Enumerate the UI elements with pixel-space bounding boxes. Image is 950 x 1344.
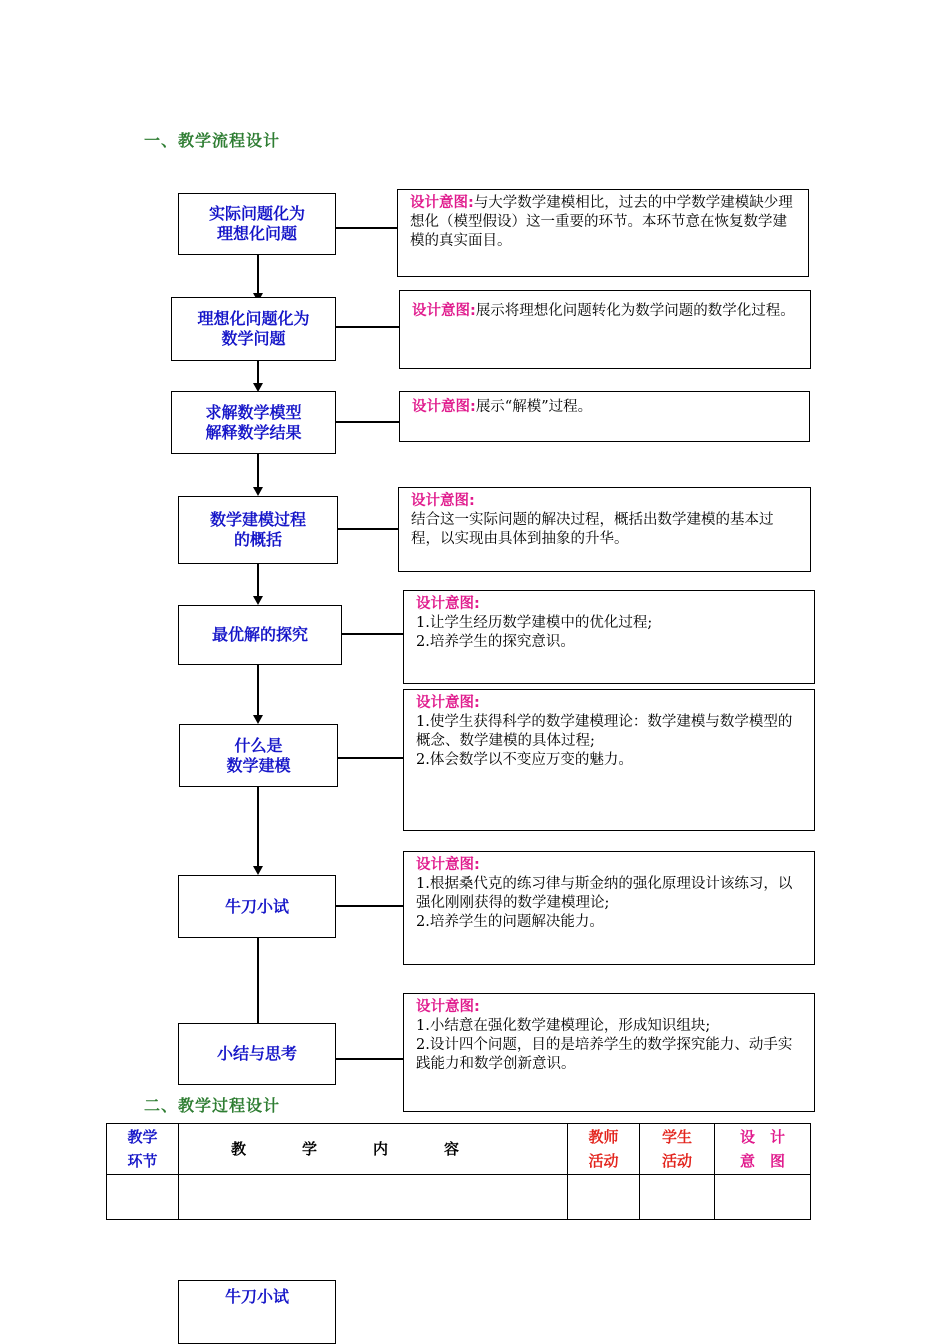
- link-line-1: [335, 227, 397, 229]
- link-line-5: [341, 633, 403, 635]
- section2-title: 二、教学过程设计: [144, 1096, 281, 1115]
- design-note-4: 设计意图: 结合这一实际问题的解决过程，概括出数学建模的基本过程，以实现由具体到抽象的升华。: [398, 487, 811, 572]
- flow-line-6: [257, 786, 259, 866]
- step-box-optimum: 最优解的探究: [178, 605, 342, 665]
- step-box-what-is-modeling: 什么是 数学建模: [179, 724, 338, 787]
- link-line-4: [337, 528, 399, 530]
- arrow-down-icon: [253, 596, 263, 605]
- flow-line-1: [257, 254, 259, 294]
- table-cell: [179, 1175, 568, 1220]
- header-content: 教学内容: [179, 1124, 568, 1175]
- header-teacher-activity: 教师 活动: [568, 1124, 640, 1175]
- arrow-down-icon: [253, 866, 263, 875]
- link-line-6: [337, 757, 403, 759]
- table-cell: [640, 1175, 715, 1220]
- arrow-down-icon: [253, 487, 263, 496]
- step-box-summary-process: 数学建模过程 的概括: [178, 496, 338, 564]
- flow-line-7: [257, 937, 259, 1023]
- step-box-mathematize: 理想化问题化为 数学问题: [171, 297, 336, 361]
- flow-line-3: [257, 453, 259, 487]
- link-line-3: [335, 421, 399, 423]
- table-cell: [107, 1175, 179, 1220]
- bottom-practice-box: 牛刀小试: [178, 1280, 336, 1344]
- design-note-1: 设计意图:与大学数学建模相比，过去的中学数学建模缺少理想化（模型假设）这一重要的环节。本环节意在恢复数学建模的真实面目。: [397, 189, 809, 277]
- link-line-7: [335, 905, 403, 907]
- design-note-6: 设计意图: 1.使学生获得科学的数学建模理论：数学建模与数学模型的概念、数学建模的具体过程; 2.体会数学以不变应万变的魅力。: [403, 689, 815, 831]
- step-box-idealize: 实际问题化为 理想化问题: [178, 193, 336, 255]
- flow-line-2: [257, 360, 259, 383]
- table-header-row: [107, 1124, 811, 1175]
- flow-line-5: [257, 664, 259, 715]
- flow-line-4: [257, 563, 259, 596]
- arrow-down-icon: [253, 715, 263, 724]
- header-student-activity: 学生 活动: [640, 1124, 715, 1175]
- design-note-8: 设计意图: 1.小结意在强化数学建模理论，形成知识组块; 2.设计四个问题，目的是培养学生的数学探究能力、动手实践能力和数学创新意识。: [403, 993, 815, 1112]
- step-box-reflection: 小结与思考: [178, 1023, 336, 1085]
- design-note-7: 设计意图: 1.根据桑代克的练习律与斯金纳的强化原理设计该练习，以强化刚刚获得的数学建模理论; 2.培养学生的问题解决能力。: [403, 851, 815, 965]
- link-line-2: [335, 326, 399, 328]
- header-design-intent: 设 计 意 图: [715, 1124, 811, 1175]
- step-box-practice: 牛刀小试: [178, 875, 336, 938]
- table-row: [107, 1175, 811, 1220]
- step-box-solve: 求解数学模型 解释数学结果: [171, 391, 336, 454]
- table-cell: [568, 1175, 640, 1220]
- design-note-3: 设计意图:展示“解模”过程。: [399, 391, 810, 442]
- teaching-process-table: [106, 1123, 811, 1220]
- design-note-2: 设计意图:展示将理想化问题转化为数学问题的数学化过程。: [399, 290, 811, 369]
- header-stage: 教学 环节: [107, 1124, 179, 1175]
- table-cell: [715, 1175, 811, 1220]
- section1-title: 一、教学流程设计: [144, 131, 281, 150]
- link-line-8: [335, 1058, 403, 1060]
- design-note-5: 设计意图: 1.让学生经历数学建模中的优化过程; 2.培养学生的探究意识。: [403, 590, 815, 684]
